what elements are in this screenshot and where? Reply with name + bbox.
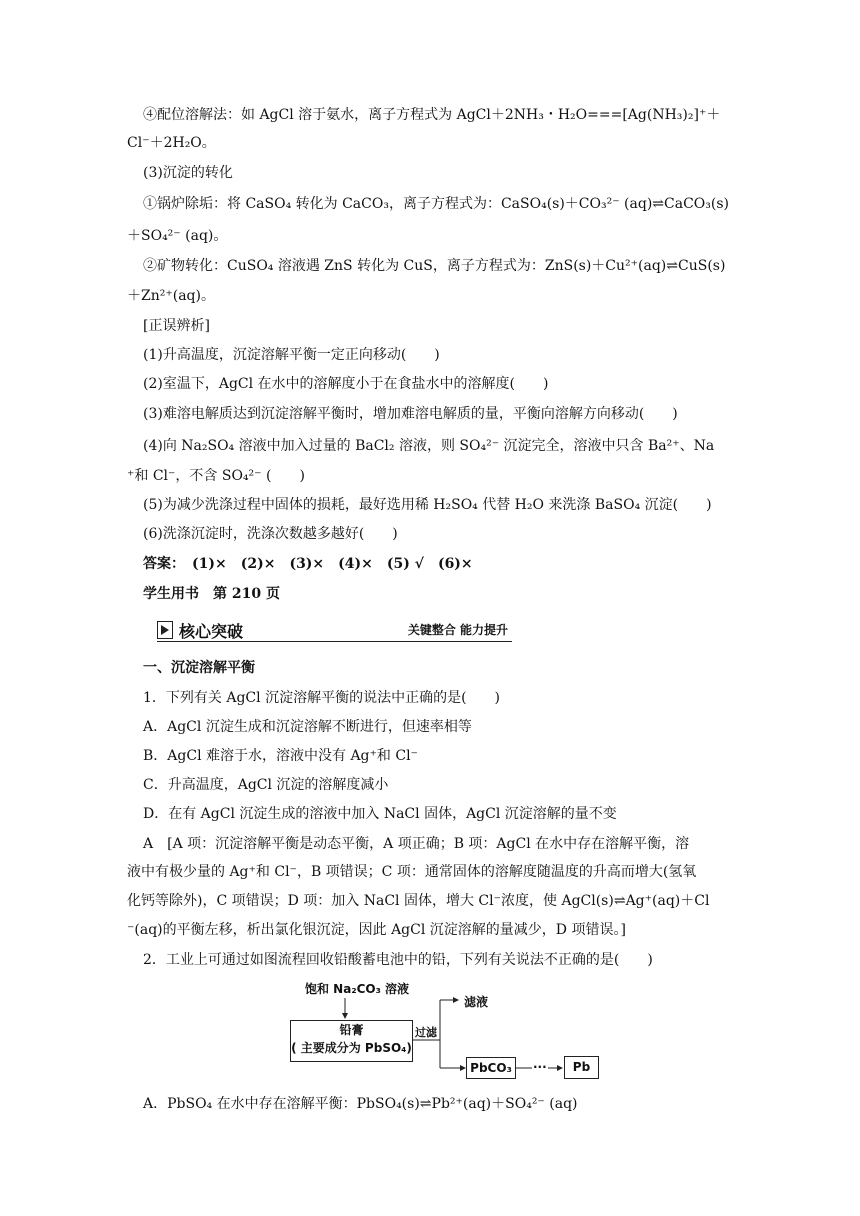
option-c: C．升高温度，AgCl 沉淀的溶解度减小 (143, 777, 389, 793)
box-subtitle: ( 主要成分为 PbSO₄) (291, 1041, 412, 1055)
answer-explanation: ⁻(aq)的平衡左移，析出氯化银沉淀，因此 AgCl 沉淀溶解的量减少，D 项错误。] (127, 922, 626, 938)
text-line: (3)沉淀的转化 (143, 165, 233, 181)
flow-dots: ··· (533, 1060, 547, 1074)
section-heading: 一、沉淀溶解平衡 (143, 660, 255, 676)
option-d: D．在有 AgCl 沉淀生成的溶液中加入 NaCl 固体，AgCl 沉淀溶解的量不变 (143, 806, 617, 822)
answer-line: 答案： (1)× (2)× (3)× (4)× (5) √ (6)× (143, 556, 473, 572)
text-line: (3)难溶电解质达到沉淀溶解平衡时，增加难溶电解质的量，平衡向溶解方向移动( ) (143, 406, 678, 422)
text-line: (5)为减少洗涤过程中固体的损耗，最好选用稀 H₂SO₄ 代替 H₂O 来洗涤 BaSO₄ 沉淀( ) (143, 497, 712, 513)
answer-explanation: 化钙等除外)，C 项错误；D 项：加入 NaCl 固体，增大 Cl⁻浓度，使 AgCl(s)⇌Ag⁺(aq)＋Cl (127, 893, 710, 909)
filtrate-label: 滤液 (464, 995, 489, 1009)
text-line: (4)向 Na₂SO₄ 溶液中加入过量的 BaCl₂ 溶液，则 SO₄²⁻ 沉淀完全，溶液中只含 Ba²⁺、Na (143, 438, 715, 454)
text-line: ＋Zn²⁺(aq)。 (127, 288, 215, 304)
text-line: ②矿物转化：CuSO₄ 溶液遇 ZnS 转化为 CuS，离子方程式为：ZnS(s)＋Cu²⁺(aq)⇌CuS(s) (143, 258, 726, 274)
flow-box-pb: Pb (564, 1056, 599, 1079)
answer-explanation: 液中有极少量的 Ag⁺和 Cl⁻，B 项错误；C 项：通常固体的溶解度随温度的升高而增大(氢氧 (127, 864, 697, 880)
play-icon (157, 621, 173, 639)
flow-diagram (280, 980, 610, 1080)
text-line: ＋SO₄²⁻ (aq)。 (127, 228, 228, 244)
text-line: ①锅炉除垢：将 CaSO₄ 转化为 CaCO₃，离子方程式为：CaSO₄(s)＋CO₃²⁻ (aq)⇌CaCO₃(s) (143, 196, 729, 212)
banner-title: 核心突破 (179, 622, 244, 641)
text-line: ④配位溶解法：如 AgCl 溶于氨水，离子方程式为 AgCl＋2NH₃・H₂O===[Ag(NH₃)₂]⁺＋ (143, 107, 721, 123)
option-a: A．AgCl 沉淀生成和沉淀溶解不断进行，但速率相等 (143, 719, 472, 735)
text-line: Cl⁻＋2H₂O。 (127, 135, 216, 151)
question-stem: 2．工业上可通过如图流程回收铅酸蓄电池中的铅，下列有关说法不正确的是( ) (143, 952, 653, 968)
banner-subtitle: 关键整合 能力提升 (407, 623, 508, 637)
flow-box-pbco3: PbCO₃ (466, 1057, 516, 1079)
question-stem: 1．下列有关 AgCl 沉淀溶解平衡的说法中正确的是( ) (143, 690, 500, 706)
text-line: ⁺和 Cl⁻，不含 SO₄²⁻ ( ) (127, 468, 305, 484)
option-a: A．PbSO₄ 在水中存在溶解平衡：PbSO₄(s)⇌Pb²⁺(aq)＋SO₄²⁻ (aq) (143, 1096, 578, 1112)
section-banner (157, 619, 512, 642)
flow-input-label: 饱和 Na₂CO₃ 溶液 (305, 982, 410, 996)
text-line: (2)室温下，AgCl 在水中的溶解度小于在食盐水中的溶解度( ) (143, 376, 549, 392)
filter-label: 过滤 (415, 1026, 437, 1039)
page-ref: 学生用书 第 210 页 (143, 586, 280, 602)
flow-box-paste (290, 1020, 413, 1062)
text-line: (6)洗涤沉淀时，洗涤次数越多越好( ) (143, 526, 398, 542)
section-label: [正误辨析] (143, 318, 210, 334)
box-title: 铅膏 (339, 1023, 364, 1037)
option-b: B．AgCl 难溶于水，溶液中没有 Ag⁺和 Cl⁻ (143, 748, 418, 764)
answer-explanation: A [A 项：沉淀溶解平衡是动态平衡，A 项正确；B 项：AgCl 在水中存在溶解平衡，溶 (143, 836, 690, 852)
text-line: (1)升高温度，沉淀溶解平衡一定正向移动( ) (143, 347, 440, 363)
